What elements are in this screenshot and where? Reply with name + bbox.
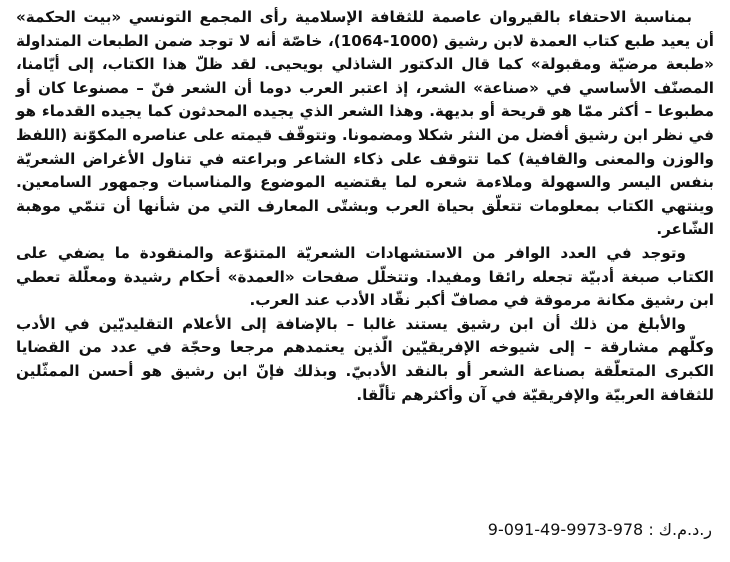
isbn-line: ر.د.م.ك : 978-9973-49-091-9 bbox=[487, 520, 712, 539]
paragraph-intro: بمناسبة الاحتفاء بالقيروان عاصمة للثقافة الإسلامية رأى المجمع التونسي «بيت الحكمة» أن يعيد طبع كتاب العمدة لابن رشيق (1000-1064)، خاصّة أنه لا توجد ضمن الطبعات المتداولة «طبعة مرضيّة ومقبولة» كما قال الدكتور الشاذلي بويحيى. لقد ظلّ هذا الكتاب، إلى أيّامنا، المصنّف الأساسي في «صناعة» الشعر، إذ اعتبر العرب دوما أن الشعر فنّ – مصنوعا كان أو مطبوعا – أكثر ممّا هو قريحة أو بديهة. وهذا الشعر الذي يجيده المحدثون كما يجيده القدماء هو في نظر ابن رشيق أفضل من النثر شكلا ومضمونا. وتتوقّف قيمته على عناصره المكوّنة (اللفظ والوزن والمعنى والقافية) كما تتوقف على ذكاء الشاعر وبراعته في تناول الأغراض الشعريّة بنفس اليسر والسهولة وملاءمة شعره لما يقتضيه الموضوع والمناسبات وجمهور السامعين. وينتهي الكتاب بمعلومات تتعلّق بحياة العرب وبشتّى المعارف التي من شأنها أن تنمّي موهبة الشّاعر. bbox=[16, 8, 714, 239]
paragraph-citations: وتوجد في العدد الوافر من الاستشهادات الشعريّة المتنوّعة والمنقودة ما يضفي على الكتاب صبغة أدبيّة تجعله رائقا ومفيدا. وتتخلّل صفحات «العمدة» أحكام رشيدة ومعلّلة تعطي ابن رشيق مكانة مرموقة في مصافّ أكبر نقّاد الأدب عند العرب. bbox=[16, 243, 714, 310]
document-body bbox=[16, 6, 714, 407]
paragraph-conclusion: والأبلغ من ذلك أن ابن رشيق يستند غالبا – بالإضافة إلى الأعلام التقليديّين في الأدب وكلّهم مشارقة – إلى شيوخه الإفريقيّين الّذين يعتمدهم مرجعا وحجّة في عدد من القضايا الكبرى المتعلّقة بصناعة الشعر أو بالنقد الأدبيّ. وبذلك فإنّ ابن رشيق هو أحسن الممثّلين للثقافة العربيّة والإفريقيّة في آن وأكثرهم تألّقا. bbox=[16, 314, 714, 404]
